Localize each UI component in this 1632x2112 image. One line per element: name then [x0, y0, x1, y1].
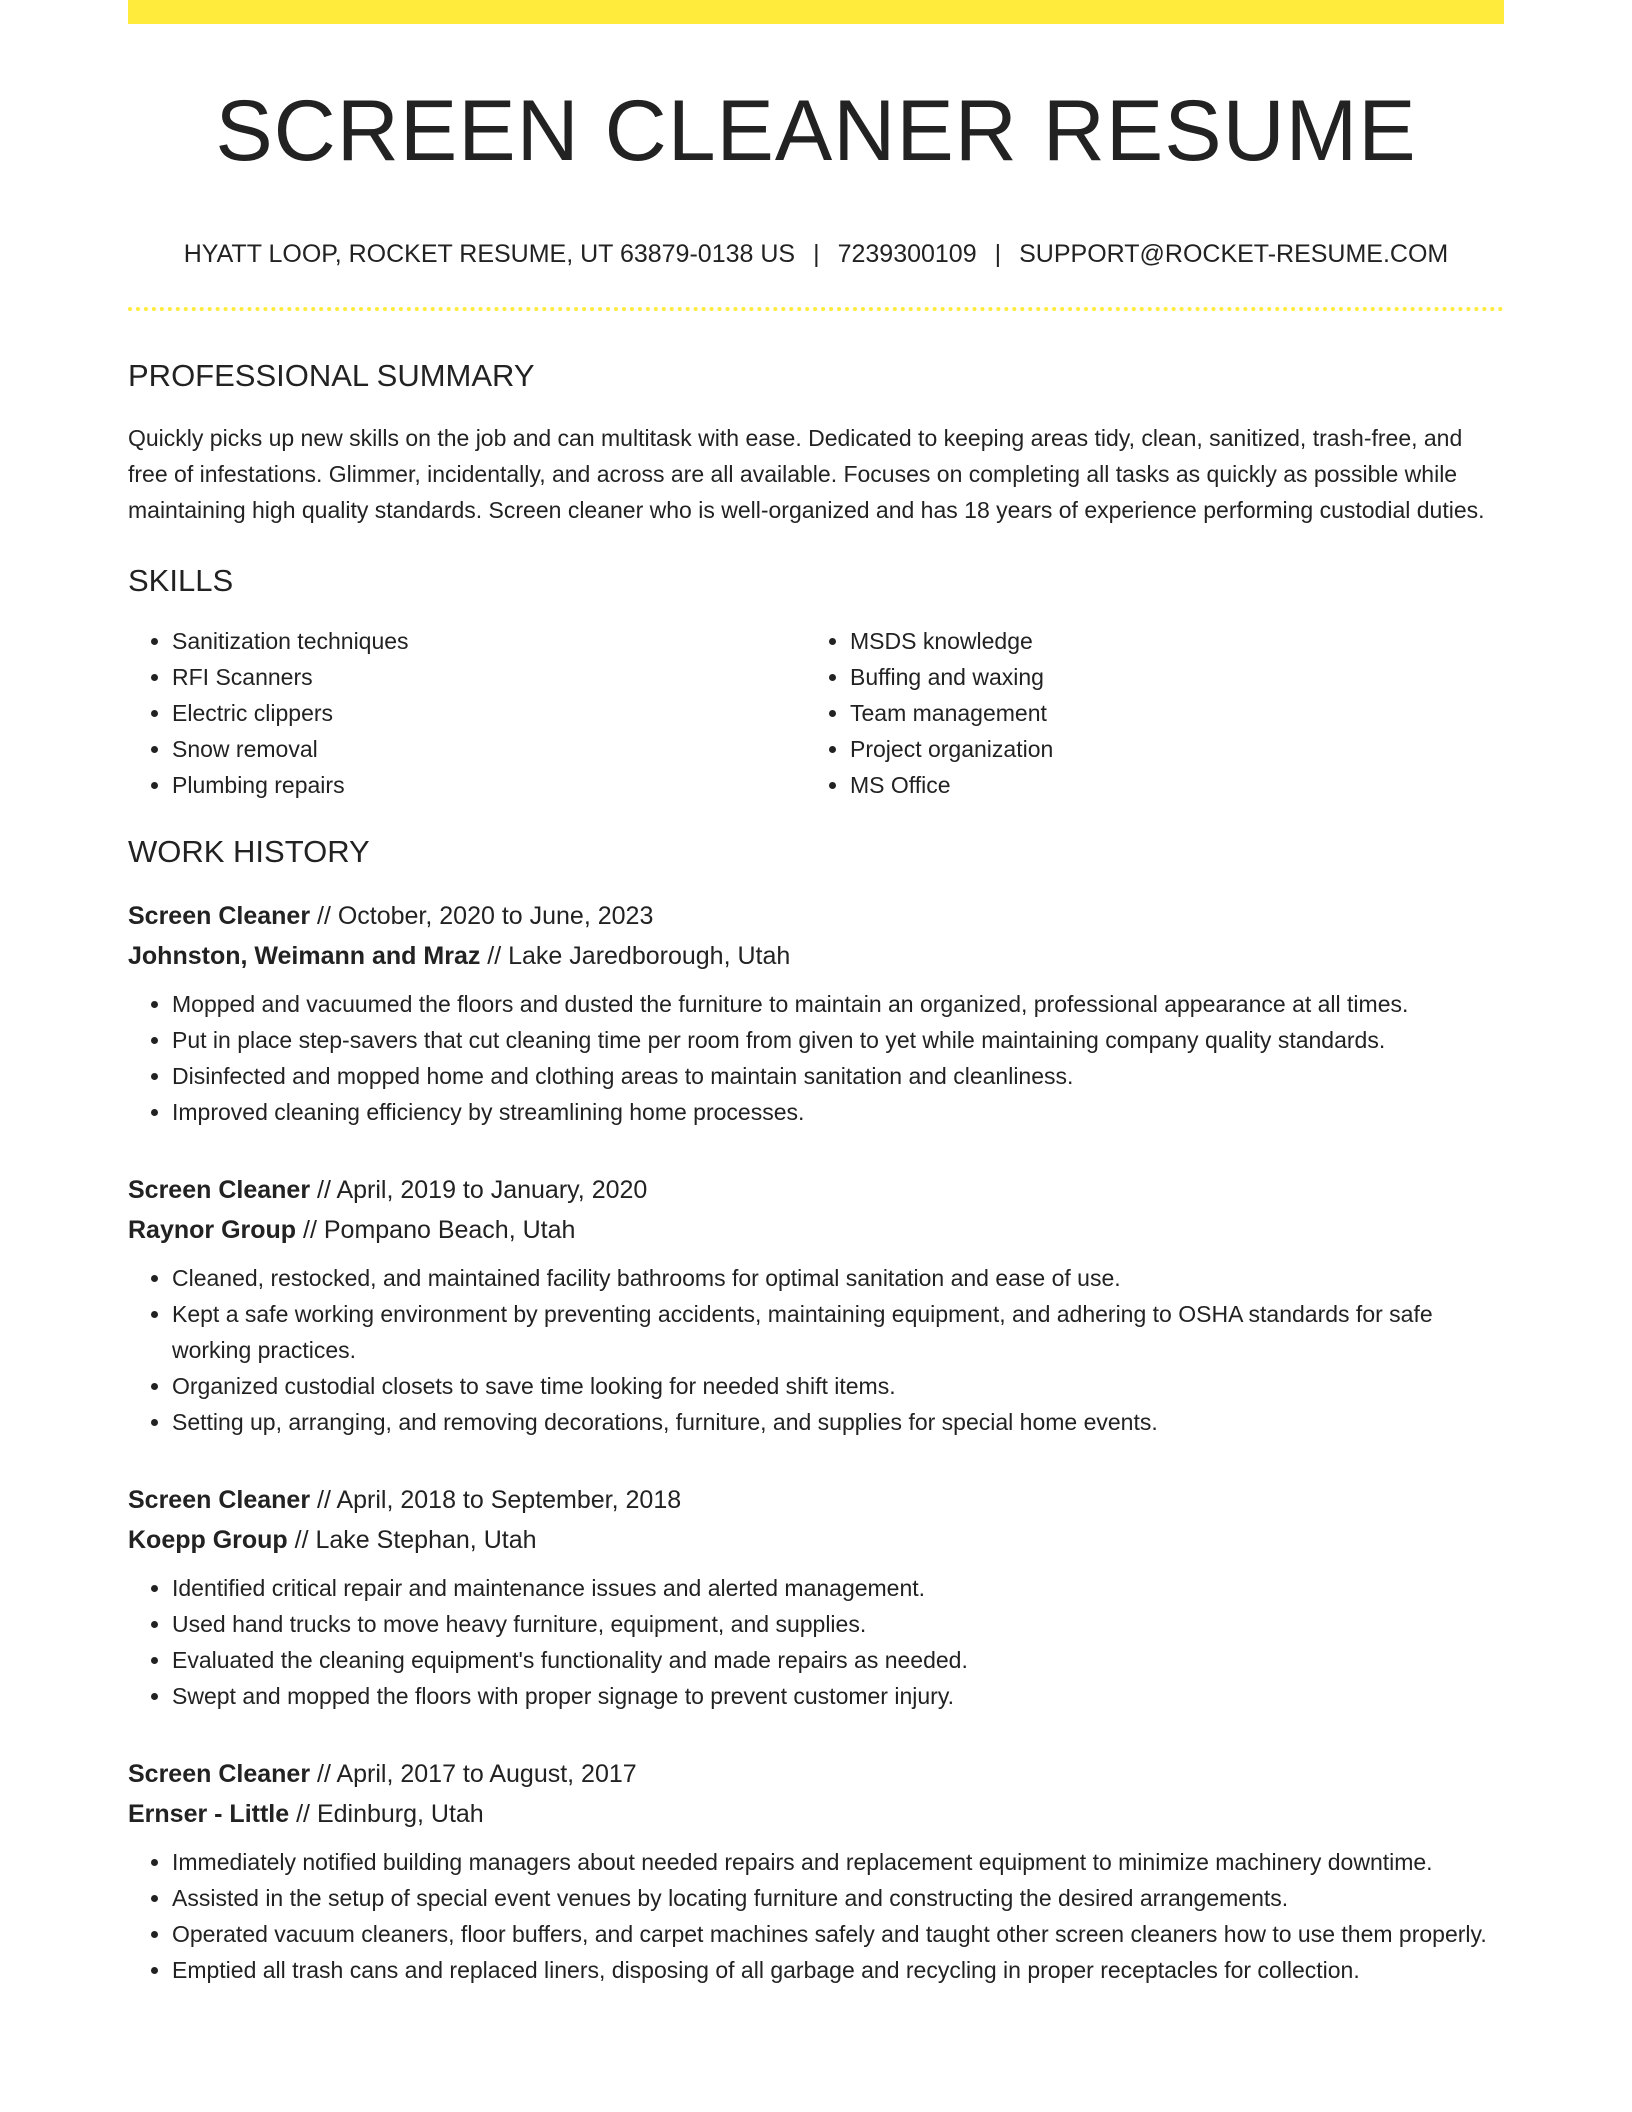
job-location: // Lake Jaredborough, Utah [480, 942, 791, 971]
skill-item: • Snow removal [172, 731, 806, 767]
job-company: Raynor Group [128, 1216, 297, 1245]
job-bullet: • Emptied all trash cans and replaced liners, disposing of all garbage and recycling in proper receptacles for collection. [172, 1952, 1504, 1988]
job-bullet: • Cleaned, restocked, and maintained facility bathrooms for optimal sanitation and ease of use. [172, 1260, 1504, 1296]
job-bullet: • Swept and mopped the floors with proper signage to prevent customer injury. [172, 1678, 1504, 1714]
job-bullet: • Organized custodial closets to save time looking for needed shift items. [172, 1368, 1504, 1404]
job-company: Koepp Group [128, 1526, 288, 1555]
job-bullet: • Mopped and vacuumed the floors and dusted the furniture to maintain an organized, professional appearance at all times. [172, 986, 1504, 1022]
contact-line [128, 239, 1504, 269]
job-bullet: • Identified critical repair and maintenance issues and alerted management. [172, 1570, 1504, 1606]
contact-separator: | [994, 239, 1002, 268]
job-bullet: • Evaluated the cleaning equipment's functionality and made repairs as needed. [172, 1642, 1504, 1678]
job-title-line [128, 896, 1504, 936]
job-dates: // April, 2019 to January, 2020 [310, 1176, 648, 1205]
skill-item: • Buffing and waxing [850, 659, 1484, 695]
job-bullet: • Immediately notified building managers about needed repairs and replacement equipment to minimize machinery downtime. [172, 1844, 1504, 1880]
skill-item: • RFI Scanners [172, 659, 806, 695]
contact-separator: | [813, 239, 820, 268]
job-dates: // October, 2020 to June, 2023 [310, 902, 654, 931]
job-title-line [128, 1754, 1504, 1794]
summary-text: Quickly picks up new skills on the job and can multitask with ease. Dedicated to keeping areas tidy, clean, sanitized, trash-free, and free of infestations. Glimmer, incidentally, and across are all available. Focuses on completing all tasks as quickly as possible while maintaining high quality standards. Screen cleaner who is well-organized and has 18 years of experience performing custodial duties. [128, 424, 1485, 523]
skill-item: • Sanitization techniques [172, 623, 806, 659]
work-history-heading: WORK HISTORY [128, 833, 370, 869]
skill-item: • Plumbing repairs [172, 767, 806, 803]
job-company: Johnston, Weimann and Mraz [128, 942, 481, 971]
skills-list [128, 623, 1504, 803]
contact-address: HYATT LOOP, ROCKET RESUME, UT 63879-0138 US [183, 239, 796, 268]
summary-heading: PROFESSIONAL SUMMARY [128, 357, 535, 393]
job-entry [128, 1480, 1504, 1714]
job-dates: // April, 2018 to September, 2018 [310, 1486, 682, 1515]
job-company-line [128, 1520, 1504, 1560]
job-bullet: • Setting up, arranging, and removing decorations, furniture, and supplies for special home events. [172, 1404, 1504, 1440]
job-title: Screen Cleaner [128, 1176, 311, 1205]
job-location: // Pompano Beach, Utah [296, 1216, 576, 1245]
skills-column-right [806, 623, 1484, 803]
skills-heading: SKILLS [128, 562, 234, 598]
job-company-line [128, 1794, 1504, 1834]
accent-top-bar [128, 0, 1504, 24]
job-bullets [128, 1844, 1504, 1988]
job-bullet: • Improved cleaning efficiency by streamlining home processes. [172, 1094, 1504, 1130]
job-location: // Lake Stephan, Utah [287, 1526, 537, 1555]
job-bullet: • Kept a safe working environment by preventing accidents, maintaining equipment, and adhering to OSHA standards for safe working practices. [172, 1296, 1504, 1368]
contact-phone: 7239300109 [837, 239, 977, 268]
skill-item: • MS Office [850, 767, 1484, 803]
skill-item: • Team management [850, 695, 1484, 731]
skill-item: • Electric clippers [172, 695, 806, 731]
job-bullets [128, 1260, 1504, 1440]
job-entry [128, 1170, 1504, 1440]
job-location: // Edinburg, Utah [289, 1800, 484, 1829]
job-dates: // April, 2017 to August, 2017 [310, 1760, 637, 1789]
job-entry [128, 896, 1504, 1130]
job-bullets [128, 1570, 1504, 1714]
job-company: Ernser - Little [128, 1800, 290, 1829]
job-title-line [128, 1170, 1504, 1210]
job-bullet: • Assisted in the setup of special event venues by locating furniture and constructing the desired arrangements. [172, 1880, 1504, 1916]
skill-item: • MSDS knowledge [850, 623, 1484, 659]
job-entry [128, 1754, 1504, 1988]
job-company-line [128, 1210, 1504, 1250]
skill-item: • Project organization [850, 731, 1484, 767]
job-title: Screen Cleaner [128, 1486, 311, 1515]
job-bullet: • Operated vacuum cleaners, floor buffers, and carpet machines safely and taught other screen cleaners how to use them properly. [172, 1916, 1504, 1952]
dotted-divider [128, 307, 1504, 311]
job-bullet: • Put in place step-savers that cut cleaning time per room from given to yet while maintaining company quality standards. [172, 1022, 1504, 1058]
resume-page [128, 0, 1504, 1988]
job-title: Screen Cleaner [128, 1760, 311, 1789]
resume-title: SCREEN CLEANER RESUME [215, 83, 1417, 179]
job-bullets [128, 986, 1504, 1130]
contact-email: SUPPORT@ROCKET-RESUME.COM [1019, 239, 1449, 268]
job-title: Screen Cleaner [128, 902, 311, 931]
job-bullet: • Disinfected and mopped home and clothing areas to maintain sanitation and cleanliness. [172, 1058, 1504, 1094]
job-bullet: • Used hand trucks to move heavy furniture, equipment, and supplies. [172, 1606, 1504, 1642]
skills-column-left [128, 623, 806, 803]
job-company-line [128, 936, 1504, 976]
job-title-line [128, 1480, 1504, 1520]
